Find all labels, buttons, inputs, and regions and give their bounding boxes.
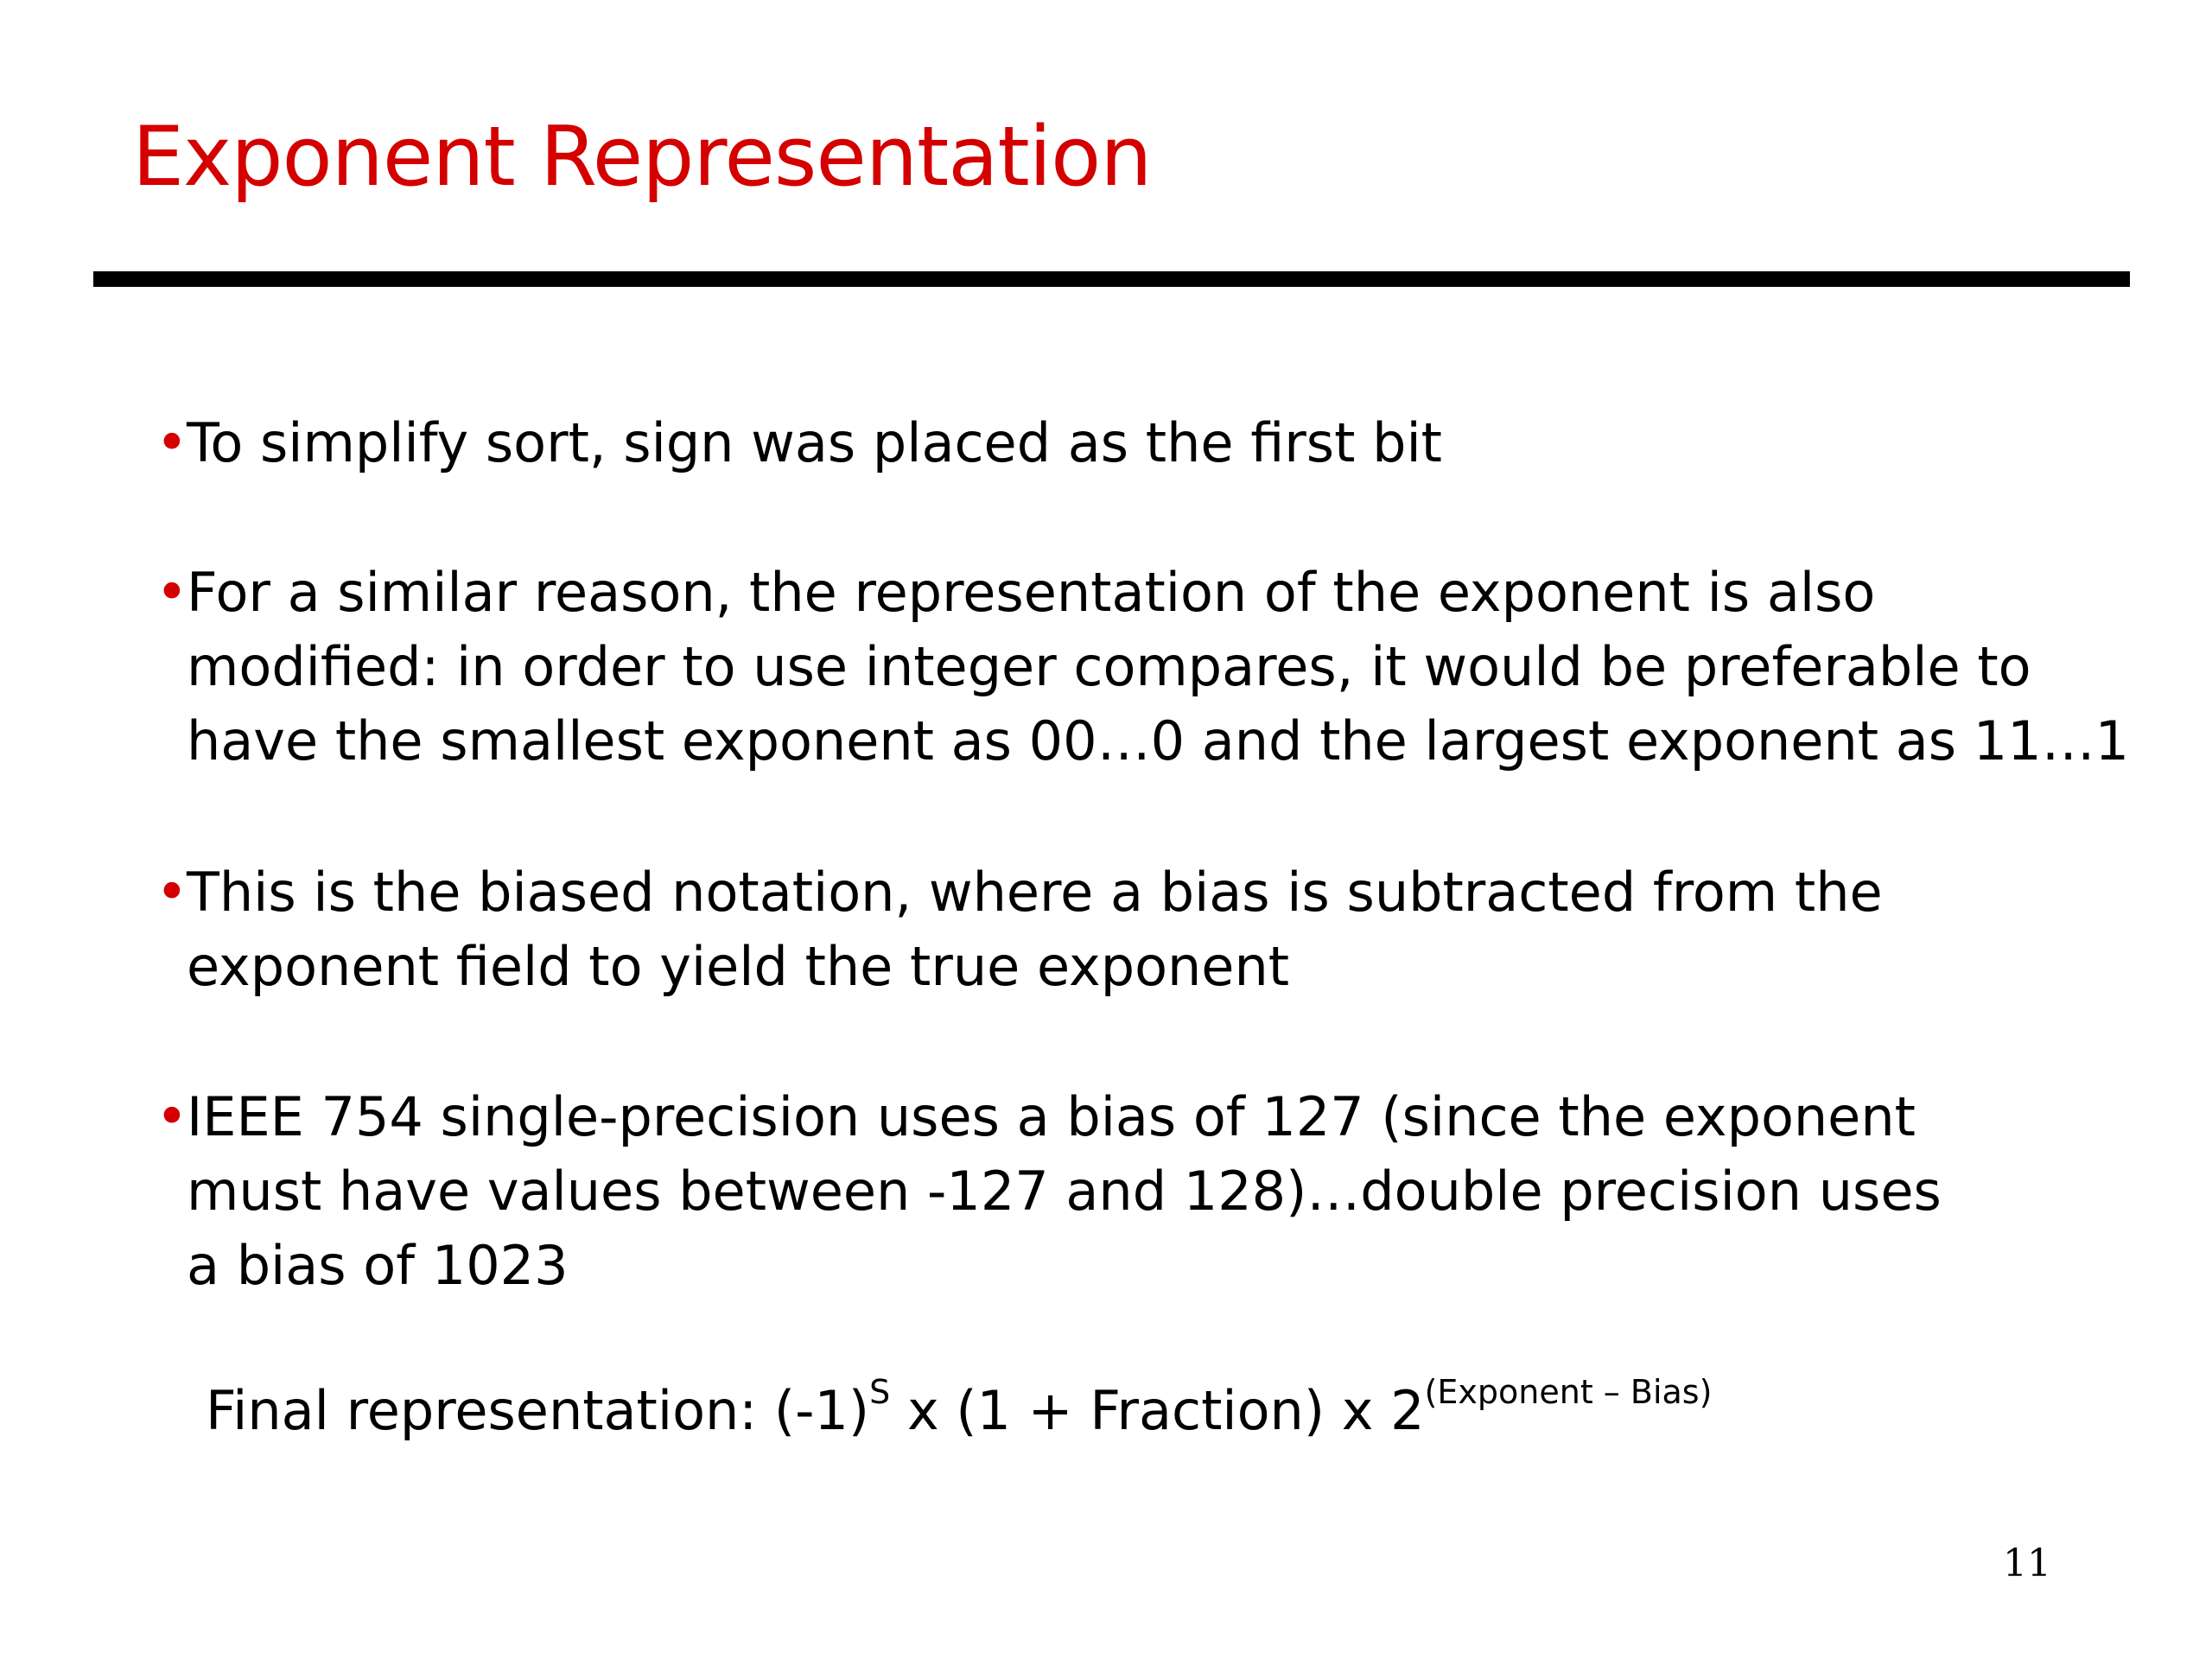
bullet-3-line-1: This is the biased notation, where a bias is subtracted from the	[187, 861, 1883, 924]
formula-sign-superscript: S	[869, 1373, 891, 1411]
bullet-dot-icon: •	[156, 561, 188, 625]
title-divider	[93, 271, 2130, 287]
bullet-2-line-3: have the smallest exponent as 00…0 and the largest exponent as 11…1	[187, 709, 2130, 772]
bullet-item-2	[156, 556, 2129, 779]
page-number: 11	[2003, 1541, 2051, 1586]
bullet-4-line-3: a bias of 1023	[187, 1234, 569, 1297]
bullet-dot-icon: •	[156, 411, 188, 475]
bullet-item-4	[156, 1080, 1942, 1303]
bullet-2-line-2: modified: in order to use integer compares, it would be preferable to	[187, 635, 2031, 698]
final-representation-formula	[206, 1374, 1712, 1448]
bullet-1-line-1: To simplify sort, sign was placed as the first bit	[187, 411, 1442, 474]
formula-prefix: Final representation: (-1)	[206, 1379, 870, 1442]
formula-exponent-superscript: (Exponent – Bias)	[1424, 1373, 1713, 1411]
bullet-item-3	[156, 855, 1883, 1004]
bullet-2-line-1: For a similar reason, the representation of the exponent is also	[187, 561, 1876, 624]
bullet-4-line-2: must have values between -127 and 128)…double precision uses	[187, 1160, 1942, 1223]
formula-middle: x (1 + Fraction) x 2	[890, 1379, 1425, 1442]
bullet-dot-icon: •	[156, 1085, 188, 1149]
bullet-item-1	[156, 406, 1442, 480]
bullet-3-line-2: exponent field to yield the true exponent	[187, 935, 1290, 998]
bullet-4-line-1: IEEE 754 single-precision uses a bias of 127 (since the exponent	[187, 1085, 1916, 1148]
bullet-dot-icon: •	[156, 861, 188, 925]
slide-title: Exponent Representation	[132, 110, 1152, 205]
